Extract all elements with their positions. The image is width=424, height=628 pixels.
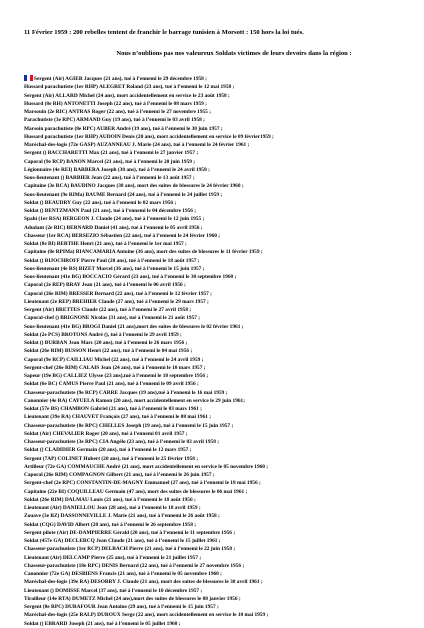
list-item-text: Soldat (457e GA) DECLERCQ Jean Claude (21 ans), tué à l’ennemi le 15 juillet 1961 ; <box>24 538 221 544</box>
list-item-text: Soldat () EBRARD Joseph (21 ans), tué à l’ennemi le 05 juillet 1960 ; <box>24 620 181 627</box>
list-item <box>24 463 424 471</box>
list-item <box>24 496 424 504</box>
list-item <box>24 133 424 141</box>
list-item <box>24 191 424 199</box>
list-item <box>24 372 424 380</box>
list-item <box>24 339 424 347</box>
list-item-text: Capitaine (8e RPIMa) BIANCAMARIA Antoine (36 ans), mort des suites de blessures le 11 février 1959 ; <box>24 249 263 256</box>
list-item <box>24 611 424 619</box>
list-item-text: Soldat (26e RIM) BUSSON Henri (22 ans), tué à l’ennemi le 04 mai 1956 ; <box>24 348 193 355</box>
list-item-text: Chasseur-parachutiste (1er RCP) DELBACH Pierre (21 ans), tué à l’ennemi le 22 juin 1958 ; <box>24 546 236 553</box>
list-item <box>24 438 424 446</box>
list-item <box>24 116 424 124</box>
list-item-text: Soldat () BENTZMANN Paul (21 ans), tué à l’ennemi le 04 décembre 1956 ; <box>24 208 197 214</box>
list-item <box>24 512 424 520</box>
list-item <box>24 455 424 463</box>
list-item-text: Lieutenant (39e RA) CHAUVET François (27 ans), tué à l’ennemi le 08 mai 1961 ; <box>24 414 212 421</box>
document-subheadline: Nous n’oublions pas nos valeureux Soldats victimes de leurs devoirs dans la région : <box>116 50 352 57</box>
list-item-text: Sergent (7AP) COLINET Hubert (20 ans), tué à l’ennemi le 25 février 1958 ; <box>24 455 199 462</box>
list-item-text: Sous-lieutenant () BARBIER Jean (22 ans), tué à l’ennemi le 13 août 1957 ; <box>24 175 195 181</box>
list-item-text: Maréchal-des-logis (72e GASP) AUZANNEAU J. Marie (24 ans), tué à l’ennemi le 24 février 1961 ; <box>24 142 250 148</box>
list-item <box>24 570 424 578</box>
list-item <box>24 166 424 174</box>
list-item <box>24 504 424 512</box>
soldier-list <box>24 75 410 628</box>
list-item <box>24 446 424 454</box>
list-item-text: Chasseur-parachutiste (9e RCP) CARRE Jacques (19 ans),tué à l’ennemi le 16 mai 1959 ; <box>24 389 228 396</box>
list-item-text: Parachutiste (3e RPC) ARMAND Guy (19 ans), tué à l’ennemi le 03 avril 1958 ; <box>24 117 205 124</box>
list-item <box>24 108 424 116</box>
list-item-text: Sapeur (19e BG) CALLIEZ Ulysse (23 ans),tué à l’ennemi le 18 septembre 1956 ; <box>24 373 209 379</box>
list-item-text: Lieutenant (Air) DANIELLOU Jean (28 ans), tué à l’ennemi le 18 avril 1959 ; <box>24 505 201 511</box>
list-item-text: Hussard parachutiste (1er RHP) ALEGRET Roland (23 ans), tué à l’ennemi le 12 mai 1958 ; <box>24 84 235 91</box>
list-item-text: Sergent (Air) ALLARD Michel (24 ans), mort accidentellement en service le 23 août 1958 ; <box>24 92 230 99</box>
list-item <box>24 620 424 628</box>
list-item <box>24 298 424 306</box>
list-item <box>24 182 424 190</box>
list-item <box>24 537 424 545</box>
list-item <box>24 529 424 537</box>
list-item-text: Spahi (1er RSA) BERGEON J. Claude (24 ans), tué à l’ennemi le 12 juin 1955 ; <box>24 216 205 223</box>
list-item <box>24 430 424 438</box>
list-item-text: Soldat () BEAUDRY Guy (22 ans), tué à l’ennemi le 02 mars 1956 ; <box>24 199 177 206</box>
list-item <box>24 215 424 223</box>
list-item-text: Sous-lieutenant (9e RIMa) BAUME Bernard (24 ans), tué à l’ennemi le 24 juillet 1959 ; <box>24 191 223 198</box>
french-flag-icon <box>24 75 33 81</box>
list-item-text: Maréchal-des-logis (39e RA) DESOBRY J. Claude (21 ans), mort des suites de blessures le 30 avril 1961 ; <box>24 579 263 586</box>
list-item <box>24 397 424 405</box>
list-item-text: Caporal (2e REP) BRAY Jean (21 ans), tué à l’ennemi le 06 avril 1956 ; <box>24 282 186 289</box>
list-item <box>24 273 424 281</box>
list-item <box>24 248 424 256</box>
list-item-text: Caporal (26e RIM) BRESSER Bernard (22 ans), tué à l’ennemi le 12 février 1957 ; <box>24 290 212 297</box>
list-item-text: Sergent (Air) AGIER Jacques (21 ans), tué à l’ennemi le 29 décembre 1958 ; <box>34 76 207 82</box>
list-item <box>24 603 424 611</box>
list-item <box>24 405 424 413</box>
list-item-text: Chasseur-parachutiste (18e RPC) DENIS Bernard (22 ans), tué à l’ennemi le 27 novembre 1956 ; <box>24 562 245 569</box>
list-item-text: Soldat (6e BC) CAMUS Pierre Paul (21 ans), tué à l’ennemi le 09 avril 1956 ; <box>24 381 199 388</box>
list-item-text: Sous-lieutenant (41e BG) BROGI Daniel (21 ans),mort des suites de blessures le 02 février 1961 ; <box>24 323 244 330</box>
list-item-text: Sergent (8e RPC) DURAFOUR Jean Antoine (29 ans), tué à l’ennemi le 15 juin 1957 ; <box>24 604 219 610</box>
list-item <box>24 199 424 207</box>
list-item <box>24 240 424 248</box>
list-item-text: Soldat (CQG) DAVID Albert (20 ans), tué à l’ennemi le 26 septembre 1958 ; <box>24 521 196 528</box>
list-item <box>24 380 424 388</box>
list-item-text: Soldat (Air) CHEVALIER Roger (20 ans), tué à l’ennemi 01 avril 1957 ; <box>24 430 188 437</box>
list-item-text: Soldat (26e RIM) DALMAU Louis (21 ans), tué à l’ennemi le 18 août 1956 ; <box>24 496 196 503</box>
list-item <box>24 174 424 182</box>
list-item <box>24 323 424 331</box>
list-item <box>24 265 424 273</box>
list-item <box>24 562 424 570</box>
list-item <box>24 224 424 232</box>
list-item-text: Canonnier (4e RA) CAYUELA Ramon (20 ans), mort accidentellement en service le 29 juin 1961; <box>24 397 246 404</box>
list-item <box>24 479 424 487</box>
document-headline: 11 Février 1959 : 200 rebelles tentent de franchir le barrage tunisien à Morsott : 150 hors la loi tués. <box>24 29 304 36</box>
list-item-text: Sergent-chef (2e RPC) CONSTANTIN-DE-MAGNY Emmanuel (27 ans), tué à l’ennemi le 18 mai 1956 ; <box>24 480 261 487</box>
list-item-text: Adudant (2e RIC) BERNARD Daniel (41 ans), tué à l’ennemi le 05 avril 1956 ; <box>24 224 203 231</box>
list-item <box>24 125 424 133</box>
list-item-text: Soldat () BURBAN Jean Marc (20 ans), tué à l’ennemi le 26 mars 1956 ; <box>24 340 188 346</box>
list-item <box>24 207 424 215</box>
list-item-text: Hussard (8e RH) ANTONETTI Joseph (22 ans), tué à l’ennemi le 08 mars 1959 ; <box>24 100 207 107</box>
list-item-text: Maréchal-des-logis (25e RALP) DUROUX Serge (22 ans), mort accidentellement en service le 10 mai 1959 ; <box>24 612 269 619</box>
list-item-text: Chasseur-parachutiste (8e RPC) CHELLES Joseph (19 ans), tué à l’ennemi le 15 juin 1957 ; <box>24 422 234 429</box>
list-item-text: Sous-lieutenant (41e BG) BOCCACIO Gérard (23 ans), tué à l’ennemi le 30 septembre 1960 ; <box>24 274 237 280</box>
list-item <box>24 232 424 240</box>
list-item <box>24 554 424 562</box>
list-item-text: Sergent-chef (26e RIM) CALAIS Jean (24 ans), tué à l’ennemi le 10 mars 1957 ; <box>24 364 206 371</box>
list-item-text: Capitaine (3e RCA) BAUDINO Jacques (38 ans), mort des suites de blessures le 24 février 1960 ; <box>24 183 244 190</box>
list-item-text: Caporal (9e RCP) BANON Marcel (21 ans), tué à l’ennemi le 20 juin 1959 ; <box>24 158 196 165</box>
list-item-text: Lieutenant (2e REP) BREHIER Claude (27 ans), tué à l’ennemi le 29 mars 1957 ; <box>24 298 209 305</box>
list-item <box>24 331 424 339</box>
list-item-text: Canonnier (72e GA) DESBIENS Francis (21 ans), tué à l’ennemi le 05 novembre 1960 ; <box>24 571 222 577</box>
list-item <box>24 257 424 265</box>
list-item-text: Sous-lieutenant (4e RS) BIZET Marcel (36 ans), tué à l’ennemi le 15 juin 1957 ; <box>24 265 205 272</box>
list-item <box>24 314 424 322</box>
list-item-text: Hussard parachutiste (1er RHP) AUDOIN Denis (20 ans), mort accidentellement en service le 09 février1959 ; <box>24 133 274 140</box>
list-item <box>24 471 424 479</box>
list-item-text: Sergent () BACCHARETTI Max (21 ans), tué à l’ennemi le 27 janvier 1957 ; <box>24 150 199 157</box>
list-item <box>24 578 424 586</box>
list-item-text: Marsouin (2e RIC) ANTRAS Roger (22 ans), tué à l’ennemi le 27 novembre 1955 ; <box>24 109 211 115</box>
list-item <box>24 587 424 595</box>
list-item <box>24 413 424 421</box>
list-item-text: Soldat () BIJOCHROFF Pierre Paul (20 ans), tué à l’ennemi le 18 août 1957 ; <box>24 257 200 264</box>
list-item <box>24 149 424 157</box>
list-item <box>24 141 424 149</box>
list-item-text: Tirailleur (14e RTA) DUMETZ Michel (24 ans),mort des suites de blessures le 08 janvier 1956 ; <box>24 595 241 602</box>
list-item <box>24 92 424 100</box>
list-item <box>24 595 424 603</box>
list-item-text: Lieutenant () DOMISSE Marcel (37 ans), tué à l’ennemi le 10 décembre 1957 ; <box>24 587 203 594</box>
list-item <box>24 364 424 372</box>
list-item <box>24 158 424 166</box>
list-item-text: Soldat (8e BI) BERTHE Henri (21 ans), tué à l’ennemi le 1er mai 1957 ; <box>24 241 187 247</box>
list-item <box>24 100 424 108</box>
list-item-text: Soldat () CLADIDIER Germain (20 ans), tué à l’ennemi le 12 mars 1957 ; <box>24 447 192 454</box>
list-item-text: Artilleur (72e GA) COMMAUCHE André (21 ans), mort accidentellement en service le 05 novembre 1960 ; <box>24 463 269 470</box>
list-item <box>24 545 424 553</box>
list-item-text: Capitaine (22e BI) COQUILLEAU Germain (47 ans), mort des suites de blessures le 06 mai 1961 ; <box>24 488 248 495</box>
list-item <box>24 422 424 430</box>
list-item <box>24 75 424 83</box>
list-item-text: Caporal (26e RIM) COMPAGNON Gilbert (21 ans), tué à l’ennemi le 26 juin 1957 ; <box>24 472 215 478</box>
list-item <box>24 521 424 529</box>
list-item-text: Soldat (2e PCS) BROTONS André (), tué à l’ennemi le 29 avril 1959 ; <box>24 331 182 338</box>
list-item-text: Zouave (3e BZ) DASSONNEVILLE J. Marie (21 ans), tué à l’ennemi le 26 août 1958 ; <box>24 513 220 520</box>
list-item-text: Caporal-chef () BRIGNONE Nicolas (31 ans), tué à l’ennemi le 21 août 1957 ; <box>24 315 201 322</box>
list-item <box>24 389 424 397</box>
list-item-text: Sergent pilote (Air) DE-DAMPIERRE Gérald (20 ans), tué à l’ennemi le 11 septembre 1956 ; <box>24 529 236 536</box>
list-item-text: Chasseur (1er RCA) BERSEZIO Sébastien (22 ans), tué à l’ennemi le 24 février 1960 ; <box>24 232 221 239</box>
list-item-text: Chasseur-parachutiste (3e RPC) CIA Angélo (23 ans), tué à l’ennemi le 03 avril 1958 ; <box>24 439 219 445</box>
list-item-text: Caporal (9e RCP) CAILLIAU Michel (22 ans), tué à l’ennemi le 24 avril 1959 ; <box>24 356 204 363</box>
list-item <box>24 83 424 91</box>
list-item-text: Lieutenant (Air) DELCAMP Pierre (25 ans), tué à l’ennemi le 21 juillet 1957 ; <box>24 554 202 561</box>
list-item <box>24 281 424 289</box>
list-item <box>24 488 424 496</box>
list-item <box>24 356 424 364</box>
list-item <box>24 347 424 355</box>
list-item-text: Légionnaire (4e REI) BARBERA Joseph (30 ans), tué à l’ennemi le 24 avril 1958 ; <box>24 166 210 173</box>
list-item-text: Soldat (57e BS) CHAMBON Gabriel (21 ans), tué à l’ennemi le 03 mars 1961 ; <box>24 406 202 412</box>
list-item-text: Sergent (Air) BRETTES Claude (22 ans), tué à l’ennemi le 27 avril 1958 ; <box>24 307 192 313</box>
list-item-text: Marsoin parachutiste (8e RPC) AUBER André (19 ans), tué à l’ennemi le 30 juin 1957 ; <box>24 125 223 132</box>
list-item <box>24 306 424 314</box>
list-item <box>24 290 424 298</box>
